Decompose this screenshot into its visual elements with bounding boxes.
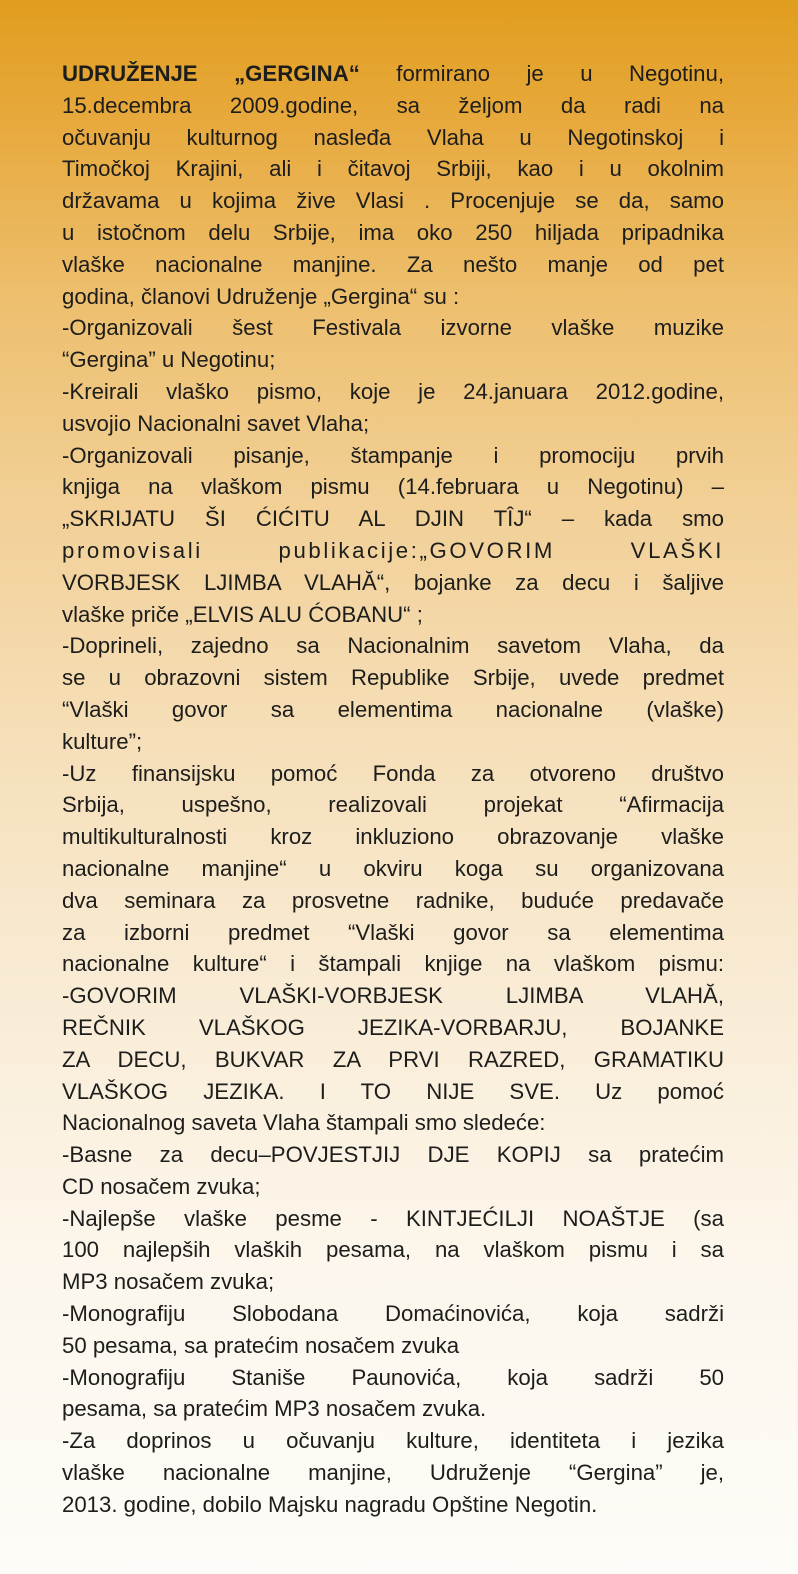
text-line: godina, članovi Udruženje „Gergina“ su :	[62, 283, 460, 309]
text-line: usvojio Nacionalni savet Vlaha;	[62, 410, 370, 436]
text-line: -Organizovali pisanje, štampanje i promociju prvih	[62, 442, 724, 468]
text-line: -Uz finansijsku pomoć Fonda za otvoreno društvo	[62, 760, 724, 786]
text-line: promovisali publikacije:„GOVORIM VLAŠKI	[62, 537, 724, 563]
text-line: VLAŠKOG JEZIKA. I TO NIJE SVE. Uz pomoć	[62, 1078, 724, 1104]
text-line: multikulturalnosti kroz inkluziono obrazovanje vlaške	[62, 824, 724, 850]
text-line: vlaške nacionalne manjine, Udruženje “Gergina” je,	[62, 1460, 724, 1486]
text-line: REČNIK VLAŠKOG JEZIKA-VORBARJU, BOJANKE	[62, 1014, 724, 1040]
text-line: u istočnom delu Srbije, ima oko 250 hiljada pripadnika	[62, 219, 724, 245]
text-line: CD nosačem zvuka;	[62, 1173, 261, 1199]
text-line: knjiga na vlaškom pismu (14.februara u Negotinu) –	[62, 474, 724, 500]
text-line: vlaške priče „ELVIS ALU ĆOBANU“ ;	[62, 601, 423, 627]
text-line: -Kreirali vlaško pismo, koje je 24.januara 2012.godine,	[62, 378, 724, 404]
text-line: 50 pesama, sa pratećim nosačem zvuka	[62, 1332, 460, 1358]
text-line: Srbija, uspešno, realizovali projekat “Afirmacija	[62, 792, 724, 818]
text-line: “Vlaški govor sa elementima nacionalne (vlaške)	[62, 696, 724, 722]
text-line: 15.decembra 2009.godine, sa željom da radi na	[62, 92, 724, 118]
text-line: državama u kojima žive Vlasi . Procenjuje se da, samo	[62, 188, 724, 214]
text-line: pesama, sa pratećim MP3 nosačem zvuka.	[62, 1396, 487, 1422]
text-line: -Doprineli, zajedno sa Nacionalnim savetom Vlaha, da	[62, 633, 724, 659]
text-line: -Basne za decu–POVJESTJIJ DJE KOPIJ sa pratećim	[62, 1142, 724, 1168]
text-line: se u obrazovni sistem Republike Srbije, uvede predmet	[62, 665, 724, 691]
text-line: -Najlepše vlaške pesme - KINTJEĆILJI NOAŠTJE (sa	[62, 1205, 724, 1231]
text-line: -GOVORIM VLAŠKI-VORBJESK LJIMBA VLAHĂ,	[62, 983, 724, 1009]
text-line: -Za doprinos u očuvanju kulture, identiteta i jezika	[62, 1428, 724, 1454]
text-line: ZA DECU, BUKVAR ZA PRVI RAZRED, GRAMATIKU	[62, 1046, 724, 1072]
text-line: nacionalne manjine“ u okviru koga su organizovana	[62, 855, 724, 881]
text-line: -Organizovali šest Festivala izvorne vlaške muzike	[62, 315, 724, 341]
text-line: 2013. godine, dobilo Majsku nagradu Opštine Negotin.	[62, 1491, 598, 1517]
text-line: očuvanju kulturnog nasleđa Vlaha u Negotinskoj i	[62, 124, 724, 150]
organization-name: UDRUŽENJE „GERGINA“	[62, 61, 360, 86]
text-line: -Monografiju Staniše Paunovića, koja sadrži 50	[62, 1364, 724, 1390]
text-line: dva seminara za prosvetne radnike, buduće predavače	[62, 887, 724, 913]
text-line: VORBJESK LJIMBA VLAHĂ“, bojanke za decu i šaljive	[62, 569, 724, 595]
text-line: MP3 nosačem zvuka;	[62, 1269, 275, 1295]
text-line: nacionalne kulture“ i štampali knjige na vlaškom pismu:	[62, 951, 724, 977]
text-line: Timočkoj Krajini, ali i čitavoj Srbiji, kao i u okolnim	[62, 156, 724, 182]
text-line: “Gergina” u Negotinu;	[62, 347, 276, 373]
text-line: „SKRIJATU ŠI ĆIĆITU AL DJIN TÎJ“ – kada smo	[62, 506, 724, 532]
text-line: kulture”;	[62, 728, 143, 754]
text-line-rest: formirano je u Negotinu,	[396, 61, 724, 86]
text-line: 100 najlepših vlaških pesama, na vlaškom pismu i sa	[62, 1237, 724, 1263]
text-line: Nacionalnog saveta Vlaha štampali smo sledeće:	[62, 1110, 546, 1136]
text-line: vlaške nacionalne manjine. Za nešto manje od pet	[62, 251, 724, 277]
text-line: za izborni predmet “Vlaški govor sa elementima	[62, 919, 724, 945]
text-line	[62, 58, 724, 90]
brochure-text	[62, 58, 724, 1521]
text-line: -Monografiju Slobodana Domaćinovića, koja sadrži	[62, 1301, 724, 1327]
